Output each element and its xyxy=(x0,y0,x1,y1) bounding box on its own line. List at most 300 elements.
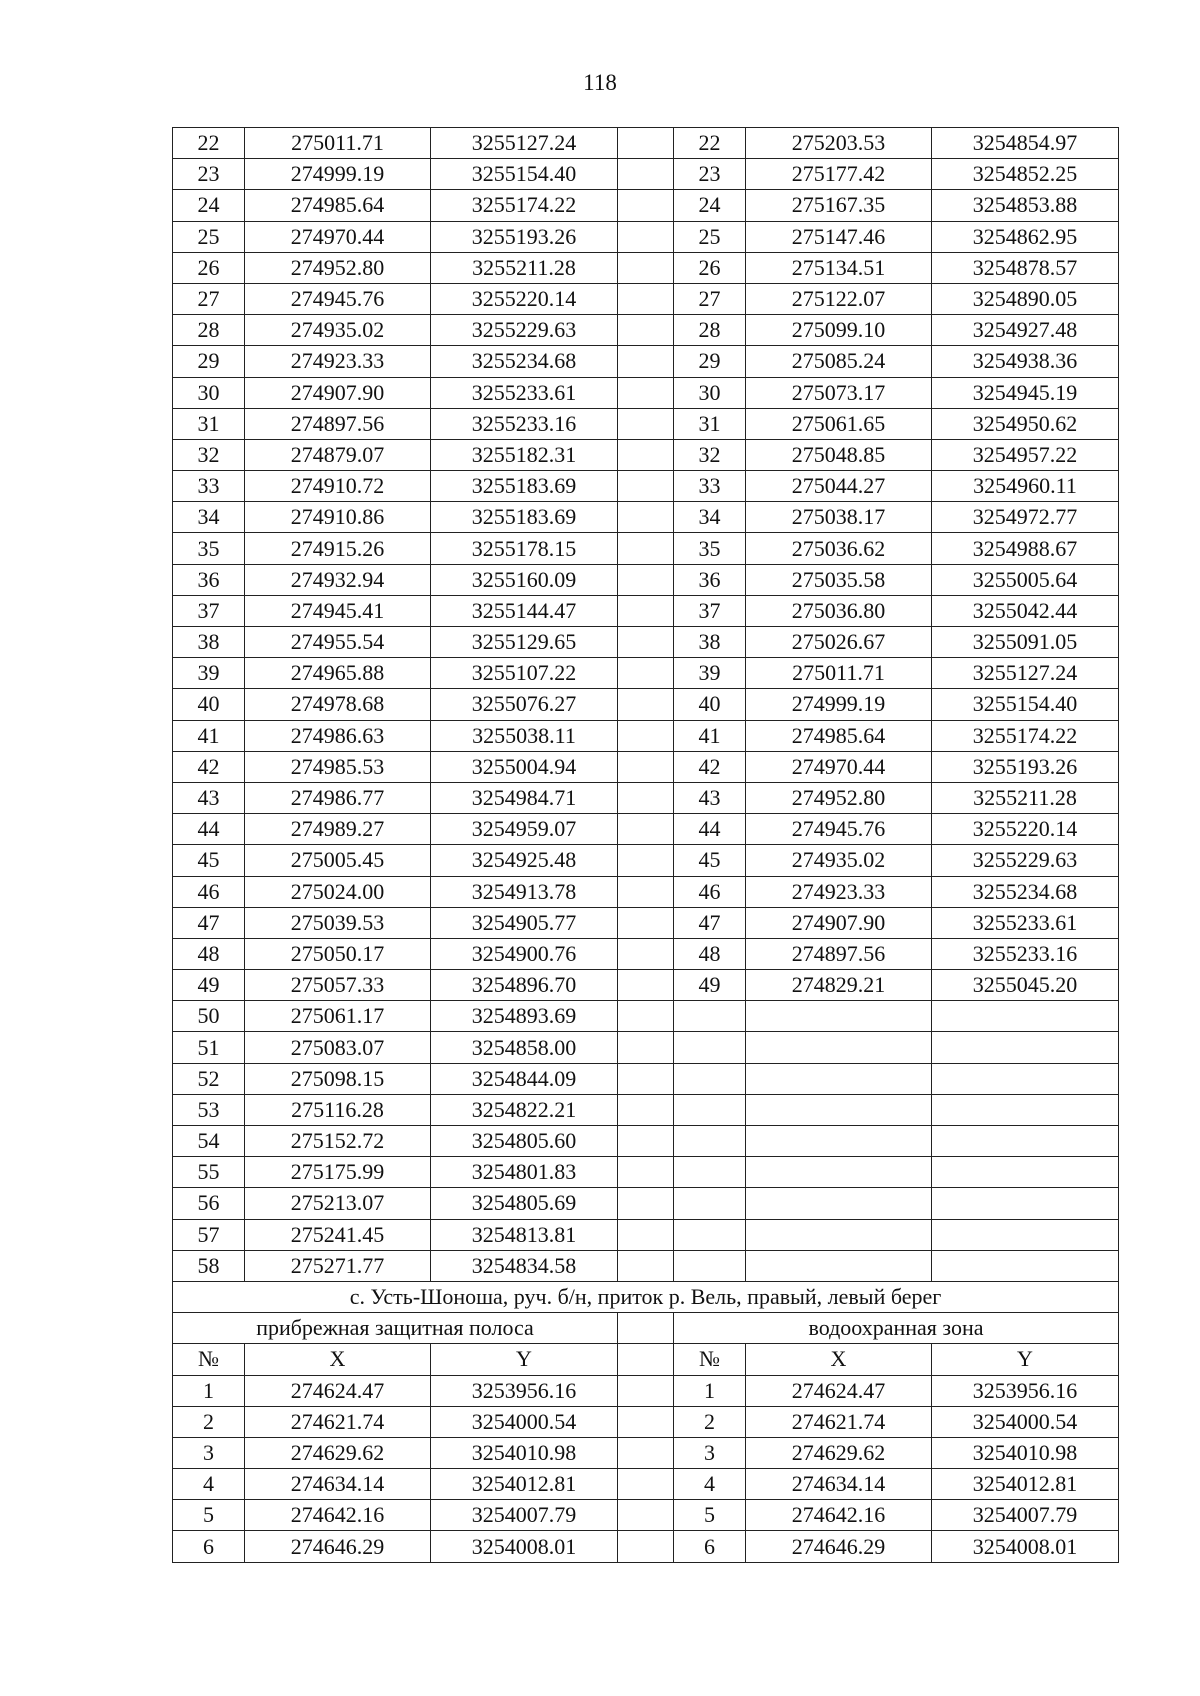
left-point-number: 44 xyxy=(173,814,245,845)
left-x-value: 274935.02 xyxy=(245,315,431,346)
right-zone-heading: водоохранная зона xyxy=(674,1313,1119,1344)
table-row xyxy=(173,1250,1119,1281)
right-y-value: 3254852.25 xyxy=(932,159,1119,190)
table-row xyxy=(173,377,1119,408)
right-x-value: 275099.10 xyxy=(746,315,932,346)
left-y-value: 3254913.78 xyxy=(431,876,618,907)
left-point-number: 3 xyxy=(173,1437,245,1468)
gap-cell xyxy=(618,439,674,470)
left-point-number: 26 xyxy=(173,252,245,283)
left-y-value: 3255183.69 xyxy=(431,502,618,533)
left-x-value: 274970.44 xyxy=(245,221,431,252)
gap-cell xyxy=(618,1219,674,1250)
right-x-value: 274621.74 xyxy=(746,1406,932,1437)
left-y-value: 3255211.28 xyxy=(431,252,618,283)
left-x-value: 274945.76 xyxy=(245,283,431,314)
right-point-number: 23 xyxy=(674,159,746,190)
left-y-value: 3254984.71 xyxy=(431,782,618,813)
gap-cell xyxy=(618,1188,674,1219)
gap-cell xyxy=(618,782,674,813)
gap-cell xyxy=(618,1063,674,1094)
right-y-value: 3254957.22 xyxy=(932,439,1119,470)
right-point-number: 42 xyxy=(674,751,746,782)
right-point-number: 3 xyxy=(674,1437,746,1468)
left-y-value: 3255144.47 xyxy=(431,595,618,626)
right-y-value: 3255220.14 xyxy=(932,814,1119,845)
table-row xyxy=(173,970,1119,1001)
left-y-value: 3254844.09 xyxy=(431,1063,618,1094)
left-x-value: 274986.77 xyxy=(245,782,431,813)
left-point-number: 51 xyxy=(173,1032,245,1063)
right-x-value: 274952.80 xyxy=(746,782,932,813)
left-point-number: 46 xyxy=(173,876,245,907)
gap-cell xyxy=(618,1250,674,1281)
right-y-value: 3254960.11 xyxy=(932,471,1119,502)
left-y-value: 3254805.60 xyxy=(431,1126,618,1157)
left-point-number: 45 xyxy=(173,845,245,876)
gap-cell xyxy=(618,315,674,346)
left-y-value: 3254801.83 xyxy=(431,1157,618,1188)
right-y-value: 3255154.40 xyxy=(932,689,1119,720)
zone-heading-row xyxy=(173,1313,1119,1344)
left-point-number: 25 xyxy=(173,221,245,252)
right-x-value: 275167.35 xyxy=(746,190,932,221)
gap-cell xyxy=(618,1437,674,1468)
left-y-value: 3254805.69 xyxy=(431,1188,618,1219)
left-y-value: 3255160.09 xyxy=(431,564,618,595)
right-y-value xyxy=(932,1094,1119,1125)
gap-cell xyxy=(618,627,674,658)
table-row xyxy=(173,782,1119,813)
gap-cell xyxy=(618,1001,674,1032)
gap-cell xyxy=(618,1032,674,1063)
table-row xyxy=(173,439,1119,470)
left-x-value: 274965.88 xyxy=(245,658,431,689)
gap-cell xyxy=(618,1157,674,1188)
right-x-value: 275036.80 xyxy=(746,595,932,626)
right-x-value: 275044.27 xyxy=(746,471,932,502)
left-y-value: 3254858.00 xyxy=(431,1032,618,1063)
left-point-number: 56 xyxy=(173,1188,245,1219)
left-x-value: 274621.74 xyxy=(245,1406,431,1437)
right-y-value xyxy=(932,1063,1119,1094)
table-row xyxy=(173,907,1119,938)
right-col-num-header: № xyxy=(674,1344,746,1375)
right-point-number: 38 xyxy=(674,627,746,658)
section-header xyxy=(173,1281,1119,1375)
right-point-number: 44 xyxy=(674,814,746,845)
right-x-value xyxy=(746,1188,932,1219)
left-y-value: 3254834.58 xyxy=(431,1250,618,1281)
table-row xyxy=(173,938,1119,969)
table-row xyxy=(173,1094,1119,1125)
left-y-value: 3254925.48 xyxy=(431,845,618,876)
left-point-number: 58 xyxy=(173,1250,245,1281)
right-x-value: 274634.14 xyxy=(746,1469,932,1500)
left-y-value: 3255038.11 xyxy=(431,720,618,751)
left-y-value: 3255107.22 xyxy=(431,658,618,689)
table-row xyxy=(173,751,1119,782)
left-x-value: 274897.56 xyxy=(245,408,431,439)
right-y-value: 3254950.62 xyxy=(932,408,1119,439)
right-x-value xyxy=(746,1250,932,1281)
gap-cell xyxy=(618,907,674,938)
right-x-value xyxy=(746,1032,932,1063)
right-point-number xyxy=(674,1032,746,1063)
table-row xyxy=(173,252,1119,283)
right-x-value: 274970.44 xyxy=(746,751,932,782)
left-y-value: 3255234.68 xyxy=(431,346,618,377)
left-x-value: 275005.45 xyxy=(245,845,431,876)
right-point-number xyxy=(674,1157,746,1188)
left-x-value: 275050.17 xyxy=(245,938,431,969)
table-row xyxy=(173,564,1119,595)
left-point-number: 52 xyxy=(173,1063,245,1094)
left-point-number: 48 xyxy=(173,938,245,969)
left-y-value: 3255154.40 xyxy=(431,159,618,190)
gap-cell xyxy=(618,1375,674,1406)
left-x-value: 274989.27 xyxy=(245,814,431,845)
right-point-number: 41 xyxy=(674,720,746,751)
right-x-value: 275122.07 xyxy=(746,283,932,314)
right-x-value: 275038.17 xyxy=(746,502,932,533)
table-row xyxy=(173,315,1119,346)
right-y-value xyxy=(932,1157,1119,1188)
left-point-number: 41 xyxy=(173,720,245,751)
right-x-value xyxy=(746,1063,932,1094)
right-y-value xyxy=(932,1250,1119,1281)
right-point-number: 2 xyxy=(674,1406,746,1437)
left-x-value: 275175.99 xyxy=(245,1157,431,1188)
left-point-number: 40 xyxy=(173,689,245,720)
gap-cell xyxy=(618,283,674,314)
right-point-number xyxy=(674,1219,746,1250)
right-point-number: 27 xyxy=(674,283,746,314)
gap-cell xyxy=(618,1469,674,1500)
table-row xyxy=(173,720,1119,751)
top-rows xyxy=(173,128,1119,1282)
gap-cell xyxy=(618,1406,674,1437)
right-y-value: 3254972.77 xyxy=(932,502,1119,533)
right-y-value: 3255127.24 xyxy=(932,658,1119,689)
left-y-value: 3255183.69 xyxy=(431,471,618,502)
left-y-value: 3254813.81 xyxy=(431,1219,618,1250)
left-point-number: 53 xyxy=(173,1094,245,1125)
left-point-number: 57 xyxy=(173,1219,245,1250)
left-x-value: 274910.86 xyxy=(245,502,431,533)
left-point-number: 30 xyxy=(173,377,245,408)
table-row xyxy=(173,159,1119,190)
table-row xyxy=(173,876,1119,907)
left-y-value: 3255193.26 xyxy=(431,221,618,252)
right-x-value: 275085.24 xyxy=(746,346,932,377)
gap-cell xyxy=(618,533,674,564)
right-point-number: 25 xyxy=(674,221,746,252)
right-x-value: 275036.62 xyxy=(746,533,932,564)
left-y-value: 3254012.81 xyxy=(431,1469,618,1500)
right-y-value: 3254945.19 xyxy=(932,377,1119,408)
left-x-value: 274629.62 xyxy=(245,1437,431,1468)
right-x-value xyxy=(746,1157,932,1188)
right-x-value: 275147.46 xyxy=(746,221,932,252)
gap-cell xyxy=(618,1500,674,1531)
table-row xyxy=(173,1437,1119,1468)
right-y-value xyxy=(932,1001,1119,1032)
table-row xyxy=(173,190,1119,221)
left-x-value: 274955.54 xyxy=(245,627,431,658)
left-x-value: 274945.41 xyxy=(245,595,431,626)
right-col-x-header: X xyxy=(746,1344,932,1375)
gap-cell xyxy=(618,1344,674,1375)
table-row xyxy=(173,1531,1119,1562)
left-x-value: 274634.14 xyxy=(245,1469,431,1500)
left-point-number: 28 xyxy=(173,315,245,346)
right-y-value: 3255042.44 xyxy=(932,595,1119,626)
right-x-value: 275177.42 xyxy=(746,159,932,190)
right-point-number: 22 xyxy=(674,128,746,159)
right-point-number: 29 xyxy=(674,346,746,377)
right-y-value: 3255234.68 xyxy=(932,876,1119,907)
left-x-value: 274923.33 xyxy=(245,346,431,377)
coordinates-table xyxy=(172,127,1119,1563)
table-row xyxy=(173,408,1119,439)
right-y-value: 3254012.81 xyxy=(932,1469,1119,1500)
right-y-value: 3254878.57 xyxy=(932,252,1119,283)
left-x-value: 275039.53 xyxy=(245,907,431,938)
right-x-value: 275048.85 xyxy=(746,439,932,470)
gap-cell xyxy=(618,159,674,190)
right-point-number: 47 xyxy=(674,907,746,938)
left-x-value: 274978.68 xyxy=(245,689,431,720)
right-x-value: 275026.67 xyxy=(746,627,932,658)
left-x-value: 275098.15 xyxy=(245,1063,431,1094)
gap-cell xyxy=(618,720,674,751)
gap-cell xyxy=(618,751,674,782)
left-y-value: 3254010.98 xyxy=(431,1437,618,1468)
right-x-value: 274999.19 xyxy=(746,689,932,720)
right-x-value: 275011.71 xyxy=(746,658,932,689)
left-point-number: 49 xyxy=(173,970,245,1001)
left-y-value: 3255220.14 xyxy=(431,283,618,314)
gap-cell xyxy=(618,689,674,720)
right-y-value: 3253956.16 xyxy=(932,1375,1119,1406)
right-y-value: 3254988.67 xyxy=(932,533,1119,564)
left-point-number: 34 xyxy=(173,502,245,533)
right-point-number: 5 xyxy=(674,1500,746,1531)
left-point-number: 1 xyxy=(173,1375,245,1406)
right-point-number: 28 xyxy=(674,315,746,346)
gap-cell xyxy=(618,252,674,283)
table-row xyxy=(173,814,1119,845)
left-y-value: 3254822.21 xyxy=(431,1094,618,1125)
left-x-value: 275152.72 xyxy=(245,1126,431,1157)
left-point-number: 50 xyxy=(173,1001,245,1032)
left-x-value: 274879.07 xyxy=(245,439,431,470)
table-row xyxy=(173,1188,1119,1219)
right-x-value: 274945.76 xyxy=(746,814,932,845)
left-col-x-header: X xyxy=(245,1344,431,1375)
gap-cell xyxy=(618,595,674,626)
column-header-row xyxy=(173,1344,1119,1375)
right-y-value xyxy=(932,1188,1119,1219)
table-row xyxy=(173,533,1119,564)
right-point-number: 6 xyxy=(674,1531,746,1562)
right-point-number: 45 xyxy=(674,845,746,876)
left-col-y-header: Y xyxy=(431,1344,618,1375)
right-y-value: 3255005.64 xyxy=(932,564,1119,595)
right-x-value: 275203.53 xyxy=(746,128,932,159)
right-y-value: 3254938.36 xyxy=(932,346,1119,377)
right-y-value: 3254010.98 xyxy=(932,1437,1119,1468)
table-row xyxy=(173,1001,1119,1032)
left-x-value: 275083.07 xyxy=(245,1032,431,1063)
gap-cell xyxy=(618,502,674,533)
right-x-value xyxy=(746,1001,932,1032)
right-point-number xyxy=(674,1001,746,1032)
left-point-number: 6 xyxy=(173,1531,245,1562)
gap-cell xyxy=(618,1094,674,1125)
right-point-number xyxy=(674,1188,746,1219)
table-row xyxy=(173,1032,1119,1063)
gap-cell xyxy=(618,658,674,689)
right-y-value: 3255211.28 xyxy=(932,782,1119,813)
right-y-value: 3255174.22 xyxy=(932,720,1119,751)
table-row xyxy=(173,1157,1119,1188)
left-x-value: 275024.00 xyxy=(245,876,431,907)
left-y-value: 3255233.16 xyxy=(431,408,618,439)
right-y-value: 3254008.01 xyxy=(932,1531,1119,1562)
right-x-value: 275073.17 xyxy=(746,377,932,408)
left-y-value: 3254000.54 xyxy=(431,1406,618,1437)
left-point-number: 4 xyxy=(173,1469,245,1500)
left-y-value: 3255229.63 xyxy=(431,315,618,346)
right-point-number: 33 xyxy=(674,471,746,502)
left-col-num-header: № xyxy=(173,1344,245,1375)
right-y-value: 3255045.20 xyxy=(932,970,1119,1001)
right-x-value: 275134.51 xyxy=(746,252,932,283)
right-point-number: 48 xyxy=(674,938,746,969)
right-y-value xyxy=(932,1126,1119,1157)
table-row xyxy=(173,1219,1119,1250)
gap-cell xyxy=(618,970,674,1001)
left-point-number: 29 xyxy=(173,346,245,377)
bottom-rows xyxy=(173,1375,1119,1562)
right-x-value: 274642.16 xyxy=(746,1500,932,1531)
left-x-value: 274624.47 xyxy=(245,1375,431,1406)
right-y-value xyxy=(932,1219,1119,1250)
left-point-number: 32 xyxy=(173,439,245,470)
right-x-value: 275061.65 xyxy=(746,408,932,439)
right-point-number: 34 xyxy=(674,502,746,533)
right-x-value: 274646.29 xyxy=(746,1531,932,1562)
left-x-value: 274646.29 xyxy=(245,1531,431,1562)
left-point-number: 33 xyxy=(173,471,245,502)
left-point-number: 5 xyxy=(173,1500,245,1531)
left-x-value: 274915.26 xyxy=(245,533,431,564)
table-row xyxy=(173,221,1119,252)
right-x-value: 274923.33 xyxy=(746,876,932,907)
gap-cell xyxy=(618,408,674,439)
gap-cell xyxy=(618,471,674,502)
left-point-number: 2 xyxy=(173,1406,245,1437)
right-x-value: 274907.90 xyxy=(746,907,932,938)
table-row xyxy=(173,658,1119,689)
left-point-number: 35 xyxy=(173,533,245,564)
right-x-value: 274629.62 xyxy=(746,1437,932,1468)
right-point-number: 31 xyxy=(674,408,746,439)
left-point-number: 24 xyxy=(173,190,245,221)
left-point-number: 23 xyxy=(173,159,245,190)
right-x-value: 274985.64 xyxy=(746,720,932,751)
left-y-value: 3254900.76 xyxy=(431,938,618,969)
right-x-value: 274624.47 xyxy=(746,1375,932,1406)
table-row xyxy=(173,1500,1119,1531)
right-point-number: 40 xyxy=(674,689,746,720)
left-point-number: 55 xyxy=(173,1157,245,1188)
gap-cell xyxy=(618,190,674,221)
left-y-value: 3254905.77 xyxy=(431,907,618,938)
left-y-value: 3255076.27 xyxy=(431,689,618,720)
gap-cell xyxy=(618,346,674,377)
right-y-value: 3255229.63 xyxy=(932,845,1119,876)
right-point-number: 4 xyxy=(674,1469,746,1500)
table-row xyxy=(173,1126,1119,1157)
left-x-value: 274910.72 xyxy=(245,471,431,502)
right-point-number: 32 xyxy=(674,439,746,470)
left-zone-heading: прибрежная защитная полоса xyxy=(173,1313,618,1344)
page-number: 118 xyxy=(583,70,617,95)
left-y-value: 3255004.94 xyxy=(431,751,618,782)
right-col-y-header: Y xyxy=(932,1344,1119,1375)
left-y-value: 3254893.69 xyxy=(431,1001,618,1032)
left-x-value: 274986.63 xyxy=(245,720,431,751)
left-point-number: 38 xyxy=(173,627,245,658)
left-x-value: 274952.80 xyxy=(245,252,431,283)
right-y-value: 3254927.48 xyxy=(932,315,1119,346)
right-point-number: 49 xyxy=(674,970,746,1001)
right-point-number xyxy=(674,1126,746,1157)
gap-cell xyxy=(618,814,674,845)
gap-cell xyxy=(618,1126,674,1157)
right-point-number: 43 xyxy=(674,782,746,813)
right-x-value xyxy=(746,1126,932,1157)
left-y-value: 3254007.79 xyxy=(431,1500,618,1531)
left-x-value: 275213.07 xyxy=(245,1188,431,1219)
table-row xyxy=(173,845,1119,876)
table-row xyxy=(173,502,1119,533)
left-x-value: 275241.45 xyxy=(245,1219,431,1250)
left-y-value: 3255233.61 xyxy=(431,377,618,408)
table-row xyxy=(173,471,1119,502)
left-y-value: 3255174.22 xyxy=(431,190,618,221)
left-x-value: 274985.53 xyxy=(245,751,431,782)
left-x-value: 275116.28 xyxy=(245,1094,431,1125)
gap-cell xyxy=(618,1531,674,1562)
right-y-value: 3255091.05 xyxy=(932,627,1119,658)
table-row xyxy=(173,595,1119,626)
right-x-value xyxy=(746,1094,932,1125)
right-y-value xyxy=(932,1032,1119,1063)
left-y-value: 3255127.24 xyxy=(431,128,618,159)
left-point-number: 27 xyxy=(173,283,245,314)
left-y-value: 3253956.16 xyxy=(431,1375,618,1406)
right-point-number xyxy=(674,1063,746,1094)
gap-cell xyxy=(618,221,674,252)
right-point-number: 46 xyxy=(674,876,746,907)
right-point-number: 1 xyxy=(674,1375,746,1406)
left-point-number: 47 xyxy=(173,907,245,938)
right-y-value: 3254890.05 xyxy=(932,283,1119,314)
